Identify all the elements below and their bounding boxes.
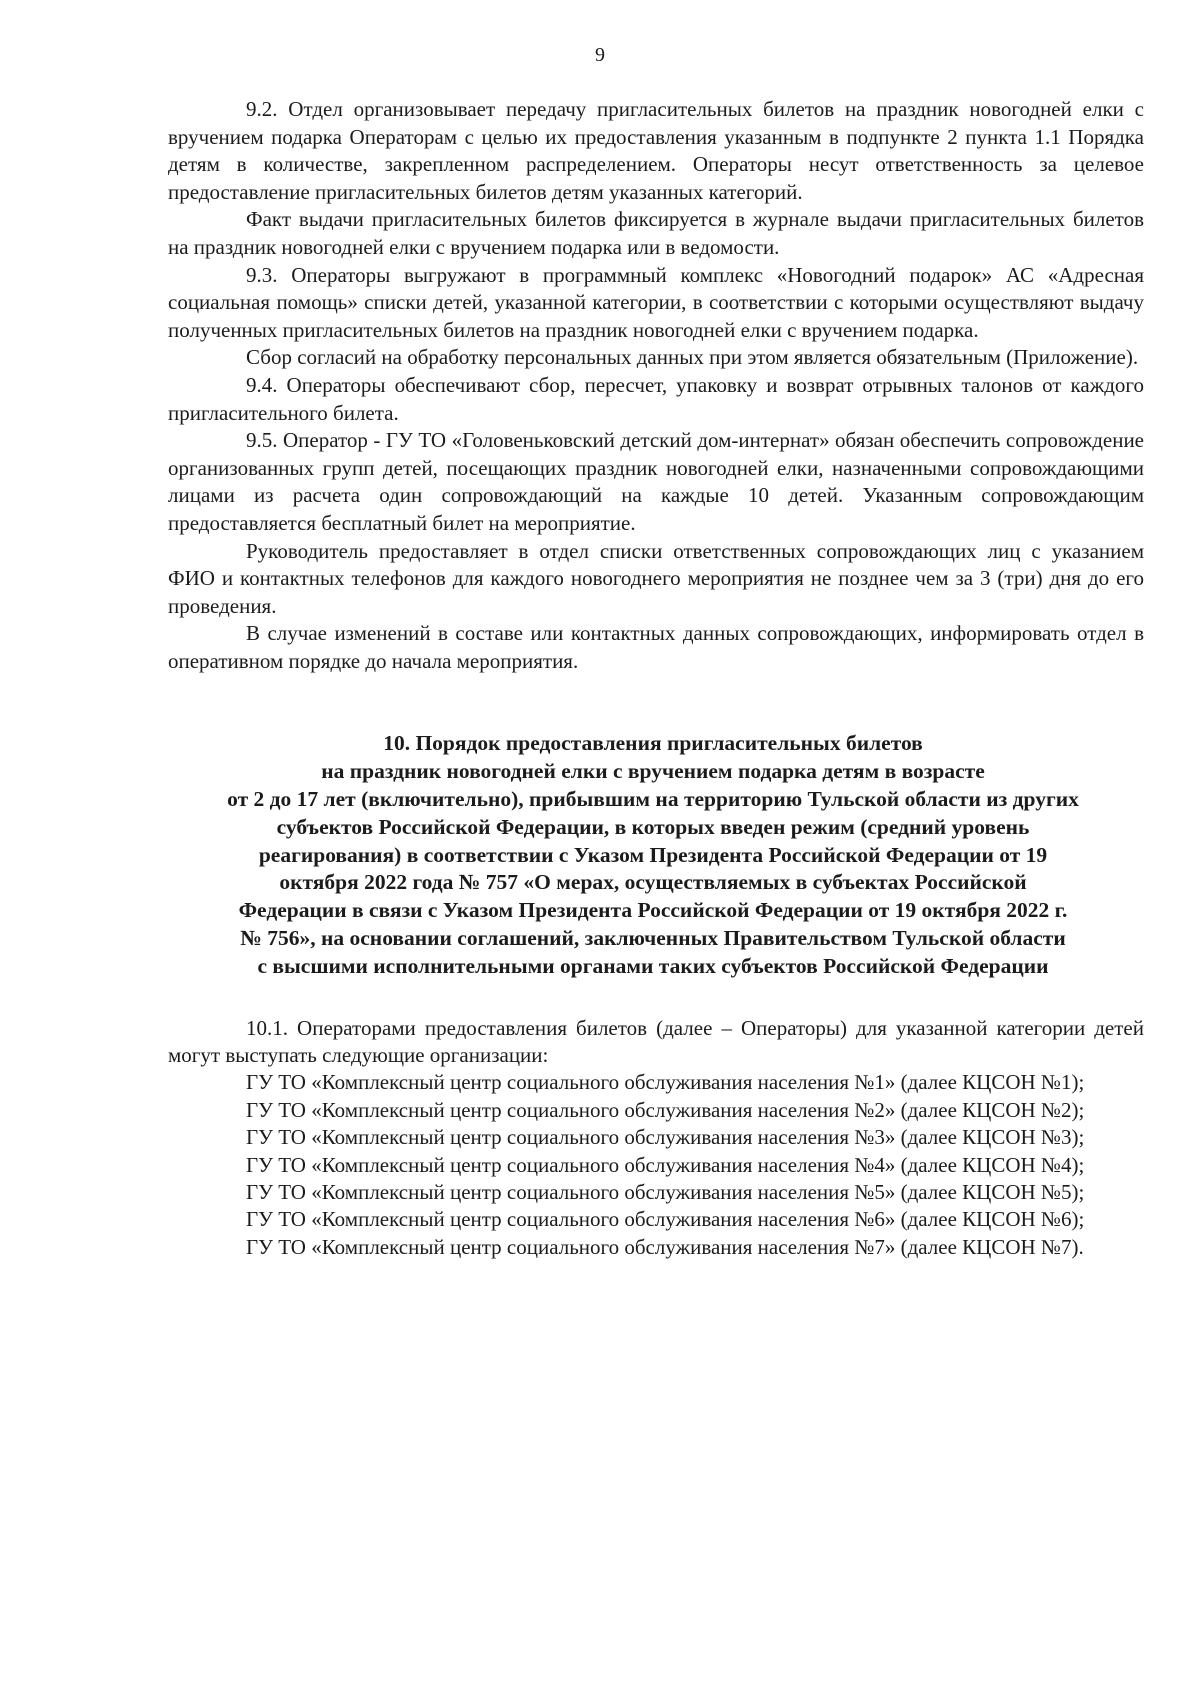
heading-line: 10. Порядок предоставления пригласительных билетов [383, 731, 923, 756]
heading-line: с высшими исполнительными органами таких субъектов Российской Федерации [257, 953, 1049, 978]
section-10-body [168, 1015, 1144, 1262]
paragraph-9-3: 9.3. Операторы выгружают в программный комплекс «Новогодний подарок» АС «Адресная социальная помощь» списки детей, указанной категории, в соответствии с которыми осуществляют выдачу полученных пригласительных билетов на праздник новогодней елки с вручением подарка. [168, 262, 1144, 342]
paragraph-consent: Сбор согласий на обработку персональных данных при этом является обязательным (Приложение). [246, 345, 1139, 370]
operator-kcson-3: ГУ ТО «Комплексный центр социального обслуживания населения №3» (далее КЦСОН №3); [246, 1125, 1085, 1150]
heading-line: Федерации в связи с Указом Президента Российской Федерации от 19 октября 2022 г. [238, 898, 1068, 923]
heading-line: реагирования) в соответствии с Указом Президента Российской Федерации от 19 [258, 842, 1048, 867]
operator-kcson-7: ГУ ТО «Комплексный центр социального обслуживания населения №7» (далее КЦСОН №7). [246, 1234, 1084, 1259]
paragraph-ticket-log: Факт выдачи пригласительных билетов фиксируется в журнале выдачи пригласительных билетов на праздник новогодней елки с вручением подарка или в ведомости. [168, 207, 1144, 259]
operator-kcson-4: ГУ ТО «Комплексный центр социального обслуживания населения №4» (далее КЦСОН №4); [246, 1152, 1085, 1177]
operator-kcson-1: ГУ ТО «Комплексный центр социального обслуживания населения №1» (далее КЦСОН №1); [246, 1070, 1085, 1095]
operator-kcson-6: ГУ ТО «Комплексный центр социального обслуживания населения №6» (далее КЦСОН №6); [246, 1207, 1085, 1232]
page-number: 9 [595, 44, 605, 66]
section-10-heading [162, 730, 1144, 980]
heading-line: субъектов Российской Федерации, в которых введен режим (средний уровень [276, 814, 1030, 839]
operator-kcson-5: ГУ ТО «Комплексный центр социального обслуживания населения №5» (далее КЦСОН №5); [246, 1180, 1085, 1205]
heading-line: № 756», на основании соглашений, заключенных Правительством Тульской области [240, 926, 1066, 951]
paragraph-9-2: 9.2. Отдел организовывает передачу пригласительных билетов на праздник новогодней елки с вручением подарка Операторам с целью их предоставления указанным в подпункте 2 пункта 1.1 Порядка детям в количестве, закрепленном распределением. Операторы несут ответственность за целевое предоставление пригласительных билетов детям указанных категорий. [168, 97, 1144, 204]
paragraph-10-1: 10.1. Операторами предоставления билетов (далее – Операторы) для указанной категории детей могут выступать следующие организации: [168, 1015, 1144, 1068]
heading-line: на праздник новогодней елки с вручением подарка детям в возрасте [321, 759, 985, 784]
heading-line: октября 2022 года № 757 «О мерах, осуществляемых в субъектах Российской [279, 870, 1027, 895]
paragraph-9-5: 9.5. Оператор - ГУ ТО «Головеньковский детский дом-интернат» обязан обеспечить сопровождение организованных групп детей, посещающих праздник новогодней елки, назначенными сопровождающими лицами из расчета один сопровождающий на каждые 10 детей. Указанным сопровождающим предоставляется бесплатный билет на мероприятие. [168, 428, 1144, 535]
heading-line: от 2 до 17 лет (включительно), прибывшим на территорию Тульской области из других [227, 787, 1079, 812]
paragraph-escort-list: Руководитель предоставляет в отдел списки ответственных сопровождающих лиц с указанием ФИО и контактных телефонов для каждого новогоднего мероприятия не позднее чем за 3 (три) дня до его проведения. [168, 538, 1144, 618]
operator-kcson-2: ГУ ТО «Комплексный центр социального обслуживания населения №2» (далее КЦСОН №2); [246, 1097, 1085, 1122]
paragraph-changes: В случае изменений в составе или контактных данных сопровождающих, информировать отдел в оперативном порядке до начала мероприятия. [168, 621, 1144, 673]
paragraph-9-4: 9.4. Операторы обеспечивают сбор, пересчет, упаковку и возврат отрывных талонов от каждого пригласительного билета. [168, 372, 1144, 425]
page-content [168, 96, 1144, 1261]
